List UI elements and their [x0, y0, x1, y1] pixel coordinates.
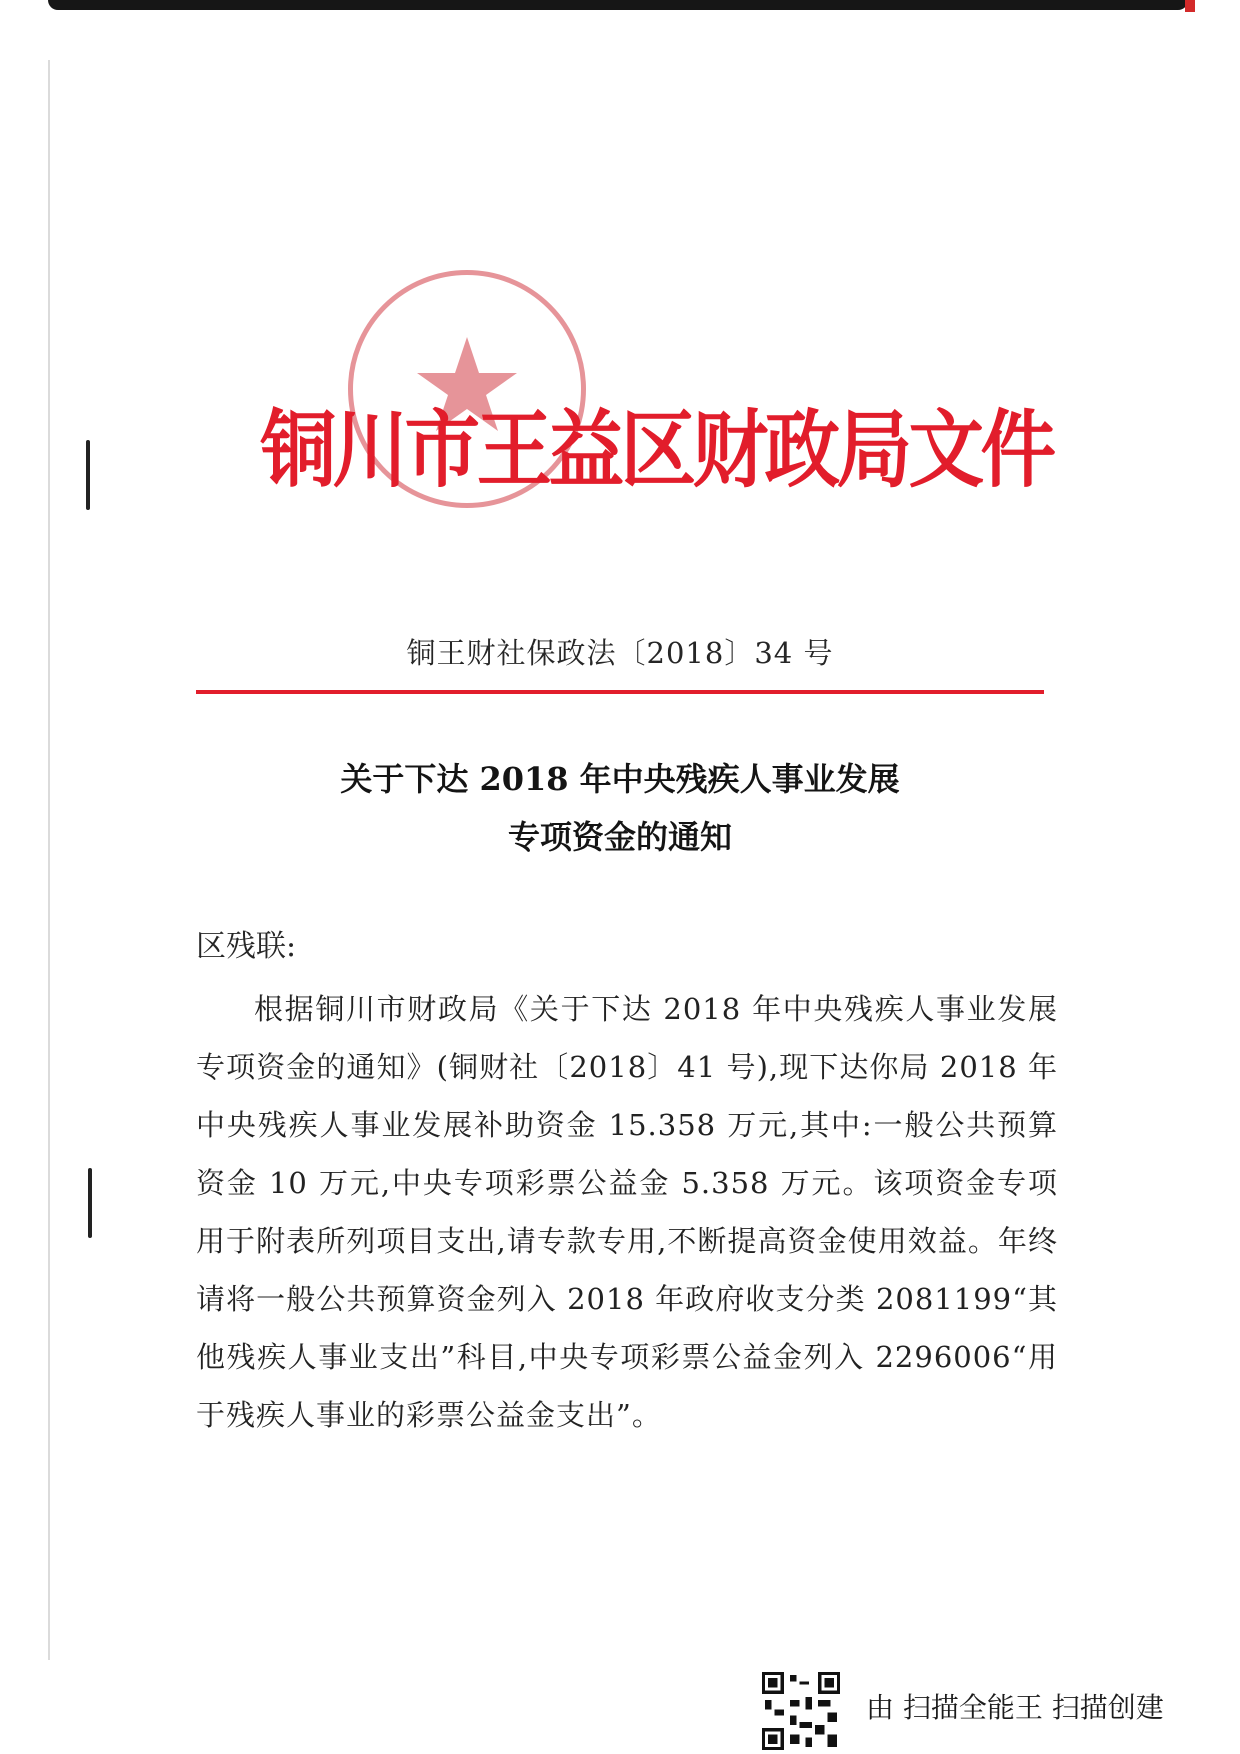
- notice-title-line-2: 专项资金的通知: [507, 818, 732, 856]
- document-number: 铜王财社保政法〔2018〕34 号: [406, 636, 834, 670]
- qr-code-icon: [762, 1672, 840, 1750]
- binding-hole-mark-bottom: [88, 1168, 92, 1238]
- addressee: 区残联:: [196, 929, 297, 964]
- notice-title: [196, 750, 1044, 866]
- scan-left-edge: [48, 60, 50, 1660]
- document-header-title: 铜川市王益区财政局文件: [260, 401, 1053, 499]
- header-divider: [196, 690, 1044, 694]
- scan-corner-mark: [1185, 0, 1195, 12]
- scanner-watermark: 由 扫描全能王 扫描创建: [866, 1691, 1164, 1724]
- binding-hole-mark-top: [86, 440, 90, 510]
- body-paragraph: 根据铜川市财政局《关于下达 2018 年中央残疾人事业发展专项资金的通知》(铜财社〔2018〕41 号),现下达你局 2018 年中央残疾人事业发展补助资金 15.358 万元,其中:一般公共预算资金 10 万元,中央专项彩票公益金 5.358 万元。该项资金专项用于附表所列项目支出,请专款专用,不断提高资金使用效益。年终请将一般公共预算资金列入 2018 年政府收支分类 2081199“其他残疾人事业支出”科目,中央专项彩票公益金列入 2296006“用于残疾人事业的彩票公益金支出”。: [196, 992, 1058, 1432]
- notice-title-line-1: 关于下达 2018 年中央残疾人事业发展: [340, 760, 900, 798]
- scan-top-edge: [48, 0, 1188, 10]
